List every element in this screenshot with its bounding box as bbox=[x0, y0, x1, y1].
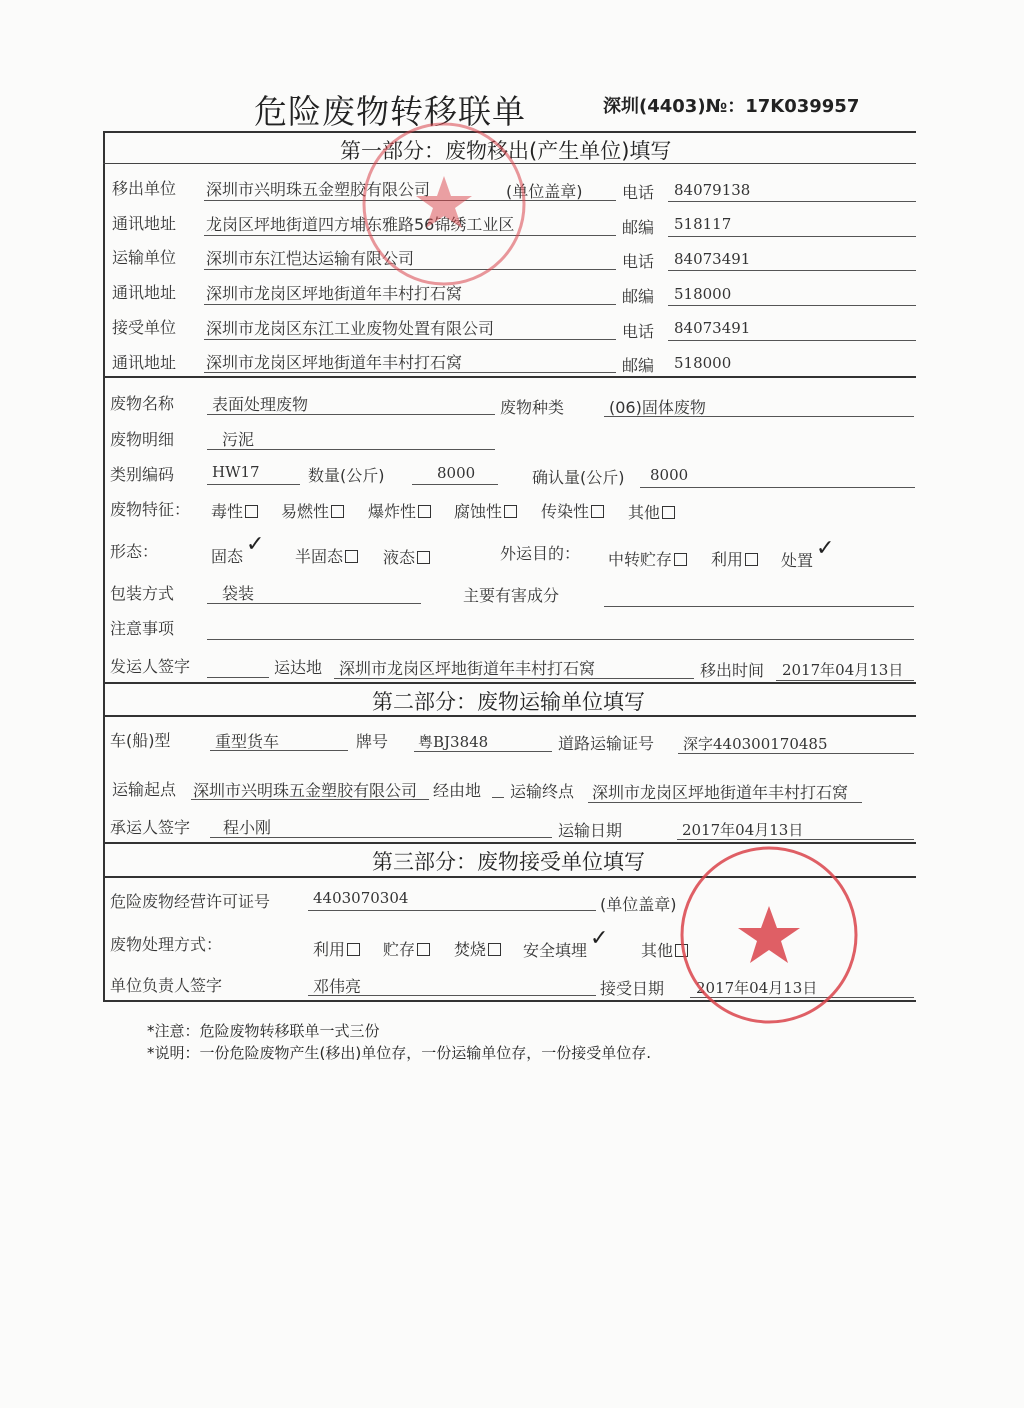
generator-seal-stamp-icon bbox=[358, 118, 530, 290]
shipper-sign-underline bbox=[207, 677, 269, 678]
plate-value: 粤BJ3848 bbox=[418, 733, 489, 751]
transporter-zip-underline bbox=[668, 305, 916, 306]
form-semisolid-checkbox[interactable] bbox=[345, 550, 358, 563]
method-reuse[interactable]: 利用 bbox=[313, 937, 360, 960]
receiver-address-label: 通讯地址 bbox=[112, 353, 177, 372]
purpose-reuse[interactable]: 利用 bbox=[711, 547, 758, 570]
transporter-zip: 518000 bbox=[674, 285, 732, 303]
receiver-address-underline bbox=[204, 372, 616, 373]
origin-underline bbox=[191, 799, 429, 800]
form-solid-checkmark-icon: ✓ bbox=[246, 532, 265, 557]
waste-name: 表面处理废物 bbox=[212, 395, 309, 414]
generator-zip: 518117 bbox=[674, 215, 732, 233]
part1-parties-rule bbox=[103, 376, 916, 378]
transporter-address: 深圳市龙岗区坪地街道年丰村打石窝 bbox=[206, 284, 463, 303]
property-flammable[interactable]: 易燃性 bbox=[281, 499, 344, 522]
packaging-underline bbox=[207, 603, 421, 604]
generator-zip-underline bbox=[668, 236, 916, 237]
vehicle-label: 车(船)型 bbox=[110, 731, 171, 750]
destination-label: 运达地 bbox=[274, 658, 323, 677]
waste-type-label: 废物种类 bbox=[500, 398, 565, 417]
receiver-seal-stamp-icon bbox=[676, 842, 862, 1028]
via-underline bbox=[492, 797, 504, 798]
purpose-disposal-checkmark-icon: ✓ bbox=[816, 536, 835, 561]
plate-underline bbox=[414, 751, 552, 752]
form-liquid[interactable]: 液态 bbox=[383, 545, 430, 568]
receiver-label: 接受单位 bbox=[112, 318, 177, 337]
property-other-checkbox[interactable] bbox=[662, 506, 675, 519]
receiver-tel: 84073491 bbox=[674, 319, 751, 337]
property-corrosive[interactable]: 腐蚀性 bbox=[454, 499, 517, 522]
purpose-storage-checkbox[interactable] bbox=[674, 553, 687, 566]
notes-label: 注意事项 bbox=[110, 619, 175, 638]
waste-type: (06)固体废物 bbox=[609, 398, 706, 417]
origin-value: 深圳市兴明珠五金塑胶有限公司 bbox=[193, 781, 418, 800]
method-reuse-checkbox[interactable] bbox=[347, 943, 360, 956]
hazard-underline bbox=[604, 606, 914, 607]
notes-underline bbox=[207, 639, 914, 640]
transport-date-underline bbox=[677, 839, 914, 840]
receiver-zip-label: 邮编 bbox=[622, 356, 655, 375]
form-liquid-checkbox[interactable] bbox=[417, 551, 430, 564]
transporter-label: 运输单位 bbox=[112, 248, 177, 267]
quantity-underline bbox=[412, 484, 498, 485]
ship-time-label: 移出时间 bbox=[700, 661, 765, 680]
part2-top-rule bbox=[103, 682, 916, 684]
plate-label: 牌号 bbox=[356, 732, 389, 751]
confirmed-quantity-value: 8000 bbox=[650, 466, 689, 484]
method-label: 废物处理方式： bbox=[110, 935, 223, 954]
part2-heading: 第二部分：废物运输单位填写 bbox=[372, 690, 645, 714]
property-toxic-checkbox[interactable] bbox=[245, 505, 258, 518]
via-label: 经由地 bbox=[433, 781, 482, 800]
quantity-value: 8000 bbox=[437, 464, 476, 482]
permit-value: 深字440300170485 bbox=[683, 735, 828, 753]
method-landfill-checkmark-icon: ✓ bbox=[590, 926, 609, 951]
category-code-label: 类别编码 bbox=[110, 465, 175, 484]
receiver-zip: 518000 bbox=[674, 354, 732, 372]
transporter-address-underline bbox=[204, 304, 616, 305]
waste-detail-label: 废物明细 bbox=[110, 430, 175, 449]
form-solid[interactable]: 固态 bbox=[211, 547, 244, 566]
vehicle-underline bbox=[210, 750, 348, 751]
waste-name-label: 废物名称 bbox=[110, 394, 175, 413]
form-label: 形态： bbox=[110, 542, 159, 561]
hazard-label: 主要有害成分 bbox=[463, 586, 560, 605]
method-other[interactable]: 其他 bbox=[641, 938, 688, 961]
origin-label: 运输起点 bbox=[112, 780, 177, 799]
footer-note-1: *注意：危险废物转移联单一式三份 bbox=[147, 1022, 380, 1040]
manager-label: 单位负责人签字 bbox=[110, 976, 223, 995]
frame-left-border bbox=[103, 131, 105, 1001]
receiver-tel-label: 电话 bbox=[622, 322, 655, 341]
generator-tel-label: 电话 bbox=[622, 183, 655, 202]
confirmed-quantity-label: 确认量(公斤) bbox=[532, 468, 625, 487]
packaging-value: 袋装 bbox=[222, 584, 255, 603]
method-storage[interactable]: 贮存 bbox=[383, 937, 430, 960]
purpose-disposal[interactable]: 处置 bbox=[781, 551, 814, 570]
category-code: HW17 bbox=[212, 463, 260, 481]
manager-underline bbox=[308, 995, 596, 996]
receive-date-label: 接受日期 bbox=[600, 979, 665, 998]
quantity-label: 数量(公斤) bbox=[308, 466, 385, 485]
vehicle-value: 重型货车 bbox=[215, 732, 280, 751]
transport-date-label: 运输日期 bbox=[558, 821, 623, 840]
permit-underline bbox=[678, 753, 914, 754]
method-incineration-checkbox[interactable] bbox=[488, 943, 501, 956]
form-semisolid[interactable]: 半固态 bbox=[295, 544, 358, 567]
carrier-sign-label: 承运人签字 bbox=[110, 818, 191, 837]
purpose-reuse-checkbox[interactable] bbox=[745, 553, 758, 566]
property-toxic[interactable]: 毒性 bbox=[211, 499, 258, 522]
document-title: 危险废物转移联单 bbox=[254, 92, 526, 131]
carrier-sign-underline bbox=[210, 837, 552, 838]
waste-name-underline bbox=[207, 414, 495, 415]
property-explosive-checkbox[interactable] bbox=[418, 505, 431, 518]
receive-date-value: 2017年04月13日 bbox=[696, 979, 818, 997]
transporter-tel: 84073491 bbox=[674, 250, 751, 268]
receiver-address: 深圳市龙岗区坪地街道年丰村打石窝 bbox=[206, 353, 463, 372]
part3-heading: 第三部分：废物接受单位填写 bbox=[372, 850, 645, 874]
generator-address-label: 通讯地址 bbox=[112, 214, 177, 233]
method-incineration[interactable]: 焚烧 bbox=[454, 937, 501, 960]
generator-seal-note: (单位盖章) bbox=[506, 182, 583, 201]
generator-address: 龙岗区坪地街道四方埔东雅路56锦绣工业区 bbox=[206, 215, 515, 234]
property-infectious-checkbox[interactable] bbox=[591, 505, 604, 518]
license-underline bbox=[308, 910, 596, 911]
generator-tel-underline bbox=[668, 201, 916, 202]
receiver-seal-note: (单位盖章) bbox=[600, 895, 677, 914]
method-landfill[interactable]: 安全填埋 bbox=[523, 941, 588, 960]
part1-heading: 第一部分：废物移出(产生单位)填写 bbox=[340, 139, 672, 163]
transporter-tel-underline bbox=[668, 270, 916, 271]
carrier-sign-value: 程小刚 bbox=[223, 818, 272, 837]
transporter-tel-label: 电话 bbox=[622, 252, 655, 271]
shipper-sign-label: 发运人签字 bbox=[110, 657, 191, 676]
document-number: 深圳(4403)№：17K039957 bbox=[603, 96, 860, 117]
ship-time-underline bbox=[776, 680, 914, 681]
property-flammable-checkbox[interactable] bbox=[331, 505, 344, 518]
receiver-value: 深圳市龙岗区东江工业废物处置有限公司 bbox=[206, 319, 495, 338]
waste-detail: 污泥 bbox=[222, 430, 255, 449]
transporter-address-label: 通讯地址 bbox=[112, 283, 177, 302]
footer-note-2: *说明：一份危险废物产生(移出)单位存，一份运输单位存，一份接受单位存. bbox=[147, 1044, 651, 1062]
properties-label: 废物特征： bbox=[110, 500, 191, 519]
method-storage-checkbox[interactable] bbox=[417, 943, 430, 956]
manager-value: 邓伟亮 bbox=[313, 977, 362, 996]
property-other[interactable]: 其他 bbox=[628, 500, 675, 523]
end-value: 深圳市龙岗区坪地街道年丰村打石窝 bbox=[592, 783, 849, 802]
purpose-label: 外运目的： bbox=[500, 544, 581, 563]
ship-time-value: 2017年04月13日 bbox=[782, 661, 904, 679]
license-label: 危险废物经营许可证号 bbox=[110, 892, 271, 911]
property-explosive[interactable]: 爆炸性 bbox=[368, 499, 431, 522]
transporter-value: 深圳市东江恺达运输有限公司 bbox=[206, 249, 415, 268]
category-code-underline bbox=[207, 484, 300, 485]
packaging-label: 包装方式 bbox=[110, 584, 175, 603]
property-corrosive-checkbox[interactable] bbox=[504, 505, 517, 518]
receiver-tel-underline bbox=[668, 340, 916, 341]
generator-zip-label: 邮编 bbox=[622, 218, 655, 237]
waste-detail-underline bbox=[207, 449, 495, 450]
transporter-zip-label: 邮编 bbox=[622, 287, 655, 306]
receiver-underline bbox=[204, 339, 616, 340]
waste-type-underline bbox=[604, 416, 914, 417]
destination-underline bbox=[334, 678, 694, 679]
permit-label: 道路运输证号 bbox=[558, 734, 655, 753]
end-label: 运输终点 bbox=[510, 782, 575, 801]
end-underline bbox=[588, 802, 862, 803]
generator-label: 移出单位 bbox=[112, 179, 177, 198]
property-infectious[interactable]: 传染性 bbox=[541, 499, 604, 522]
generator-tel: 84079138 bbox=[674, 181, 751, 199]
generator-value: 深圳市兴明珠五金塑胶有限公司 bbox=[206, 180, 431, 199]
purpose-storage[interactable]: 中转贮存 bbox=[608, 547, 687, 570]
destination-value: 深圳市龙岗区坪地街道年丰村打石窝 bbox=[339, 659, 596, 678]
transport-date-value: 2017年04月13日 bbox=[682, 821, 804, 839]
confirmed-quantity-underline bbox=[640, 487, 915, 488]
license-value: 4403070304 bbox=[313, 889, 409, 907]
